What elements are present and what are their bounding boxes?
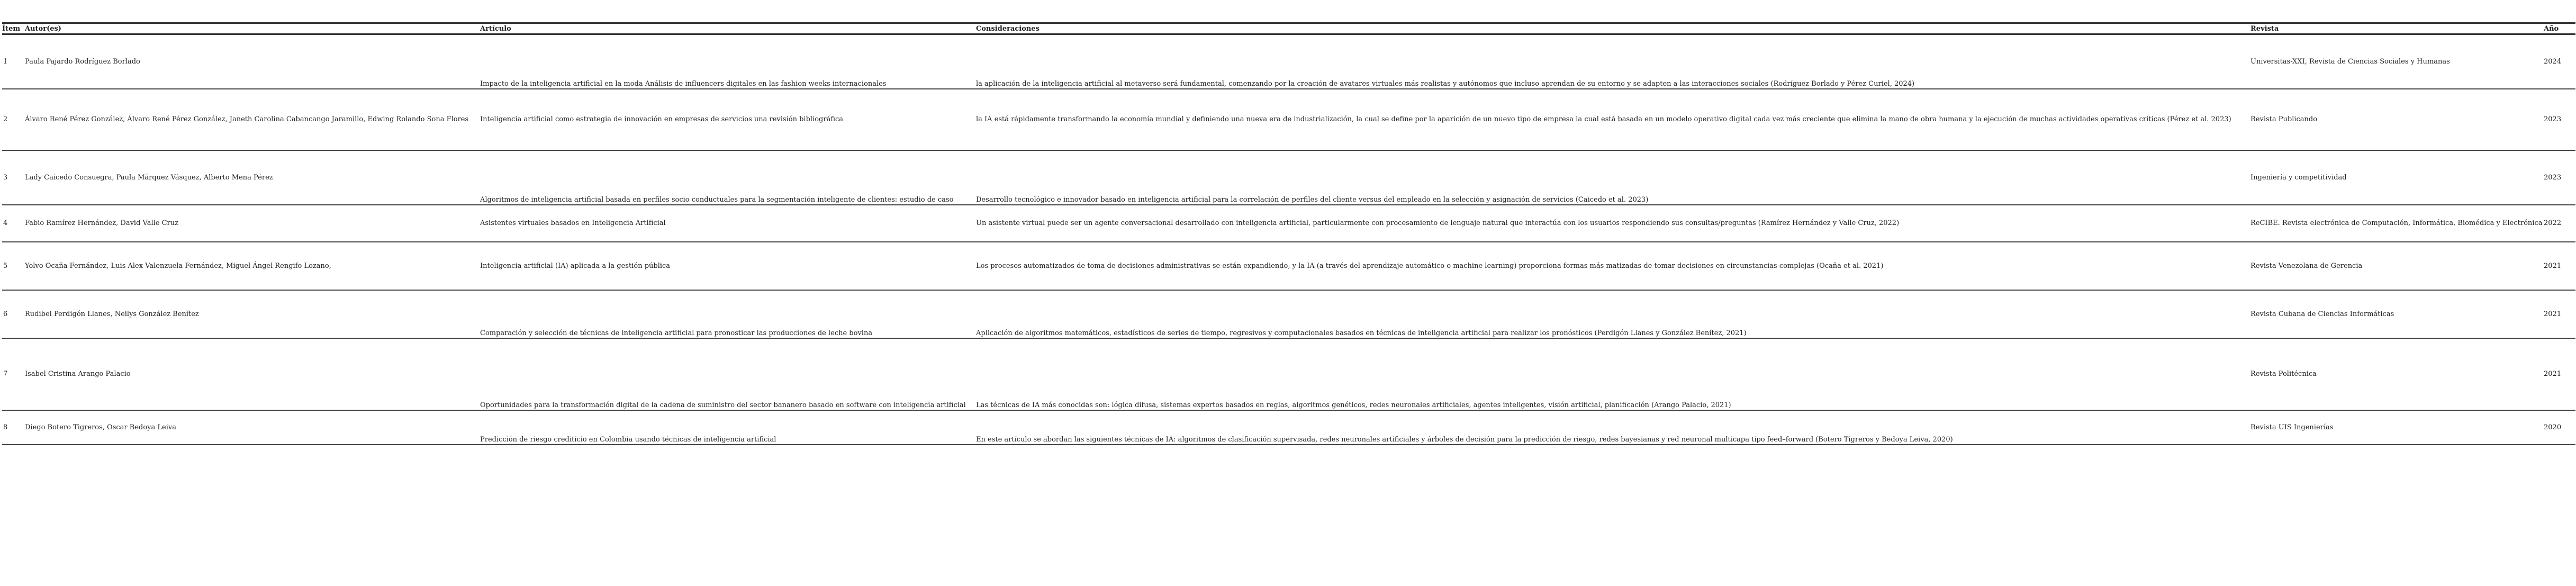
table-row (2, 205, 2575, 242)
header-authors: Autor(es) (25, 25, 61, 33)
cell-considerations: Los procesos automatizados de toma de decisiones administrativas se están expandiendo, y la IA (a través del aprendizaje automático o machine learning) proporciona formas más matizadas de tomar decisiones en circunstancias complejas (Ocaña et al. 2021) (976, 262, 1884, 270)
cell-considerations: Desarrollo tecnológico e innovador basado en inteligencia artificial para la correlación de perfiles del cliente versus del empleado en la selección y asignación de servicios (Caicedo et al. 2023) (976, 196, 1649, 204)
cell-authors: Álvaro René Pérez González, Álvaro René Pérez González, Janeth Carolina Cabancango Jaramillo, Edwing Rolando Sona Flores (25, 115, 469, 123)
cell-authors: Diego Botero Tigreros, Oscar Bedoya Leiva (25, 423, 176, 431)
cell-item: 5 (3, 262, 8, 270)
cell-journal: ReCIBE. Revista electrónica de Computación, Informática, Biomédica y Electrónica (2250, 219, 2543, 227)
table-row (2, 339, 2575, 411)
cell-journal: Universitas-XXI, Revista de Ciencias Sociales y Humanas (2250, 57, 2450, 66)
cell-authors: Rudibel Perdigón Llanes, Neilys González Benítez (25, 310, 199, 318)
cell-journal: Revista UIS Ingenierías (2250, 423, 2334, 431)
table-header-row (2, 24, 2575, 35)
cell-authors: Lady Caicedo Consuegra, Paula Márquez Vásquez, Alberto Mena Pérez (25, 173, 273, 182)
cell-considerations: Las técnicas de IA más conocidas son: lógica difusa, sistemas expertos basados en reglas, algoritmos genéticos, redes neuronales artificiales, agentes inteligentes, visión artificial, planificación (Arango Palacio, 2021) (976, 401, 1731, 409)
cell-year: 2020 (2544, 423, 2562, 431)
cell-considerations: la IA está rápidamente transformando la economía mundial y definiendo una nueva era de industrialización, la cual se define por la aparición de un nuevo tipo de empresa la cual está basada en un modelo operativo digital cada vez más creciente que elimina la mano de obra humana y la ejecución de muchas actividades operativas críticas (Pérez et al. 2023) (976, 115, 2231, 123)
cell-considerations: Un asistente virtual puede ser un agente conversacional desarrollado con inteligencia artificial, particularmente con procesamiento de lenguaje natural que interactúa con los usuarios respondiendo sus consultas/preguntas (Ramírez Hernández y Valle Cruz, 2022) (976, 219, 1900, 227)
cell-authors: Yolvo Ocaña Fernández, Luis Alex Valenzuela Fernández, Miguel Ángel Rengifo Lozano, (25, 262, 331, 270)
cell-year: 2021 (2544, 310, 2562, 318)
cell-item: 2 (3, 115, 8, 123)
cell-article: Impacto de la inteligencia artificial en la moda Análisis de influencers digitales en las fashion weeks internacionales (480, 80, 887, 88)
cell-article: Asistentes virtuales basados en Inteligencia Artificial (480, 219, 666, 227)
cell-item: 7 (3, 370, 8, 378)
cell-article: Inteligencia artificial como estrategia de innovación en empresas de servicios una revisión bibliográfica (480, 115, 844, 123)
cell-article: Predicción de riesgo crediticio en Colombia usando técnicas de inteligencia artificial (480, 436, 776, 444)
header-item: Ítem (2, 25, 21, 33)
table-row (2, 291, 2575, 339)
table-row (2, 242, 2575, 291)
header-considerations: Consideraciones (976, 25, 1040, 33)
cell-journal: Revista Publicando (2250, 115, 2318, 123)
header-year: Año (2544, 25, 2559, 33)
cell-considerations: Aplicación de algoritmos matemáticos, estadísticos de series de tiempo, regresivos y computacionales basados en técnicas de inteligencia artificial para realizar los pronósticos (Perdigón Llanes y González Benítez, 2021) (976, 329, 1747, 337)
cell-authors: Fabio Ramírez Hernández, David Valle Cruz (25, 219, 179, 227)
cell-item: 3 (3, 173, 8, 182)
cell-considerations: la aplicación de la inteligencia artificial al metaverso será fundamental, comenzando por la creación de avatares virtuales más realistas y autónomos que incluso aprendan de su entorno y se adapten a las interacciones sociales (Rodríguez Borlado y Pérez Curiel, 2024) (976, 80, 1915, 88)
cell-journal: Revista Politécnica (2250, 370, 2317, 378)
cell-year: 2022 (2544, 219, 2562, 227)
cell-year: 2023 (2544, 115, 2562, 123)
cell-journal: Revista Venezolana de Gerencia (2250, 262, 2363, 270)
header-article: Artículo (480, 25, 511, 33)
cell-journal: Ingeniería y competitividad (2250, 173, 2347, 182)
cell-article: Oportunidades para la transformación digital de la cadena de suministro del sector bananero basado en software con inteligencia artificial (480, 401, 966, 409)
cell-year: 2021 (2544, 262, 2562, 270)
table-row (2, 35, 2575, 89)
cell-article: Comparación y selección de técnicas de inteligencia artificial para pronosticar las producciones de leche bovina (480, 329, 873, 337)
cell-article: Algoritmos de inteligencia artificial basada en perfiles socio conductuales para la segmentación inteligente de clientes: estudio de caso (480, 196, 954, 204)
cell-authors: Paula Pajardo Rodríguez Borlado (25, 57, 140, 66)
cell-year: 2024 (2544, 57, 2562, 66)
header-journal: Revista (2250, 25, 2279, 33)
cell-authors: Isabel Cristina Arango Palacio (25, 370, 131, 378)
cell-considerations: En este artículo se abordan las siguientes técnicas de IA: algoritmos de clasificación supervisada, redes neuronales artificiales y árboles de decisión para la predicción de riesgo, redes bayesianas y red neuronal multicapa tipo feed–forward (Botero Tigreros y Bedoya Leiva, 2020) (976, 436, 1953, 444)
literature-table (2, 22, 2575, 445)
cell-article: Inteligencia artificial (IA) aplicada a la gestión pública (480, 262, 671, 270)
cell-item: 1 (3, 57, 8, 66)
cell-item: 8 (3, 423, 8, 431)
cell-year: 2021 (2544, 370, 2562, 378)
table-row (2, 151, 2575, 205)
cell-year: 2023 (2544, 173, 2562, 182)
cell-item: 6 (3, 310, 8, 318)
table-row (2, 89, 2575, 151)
cell-item: 4 (3, 219, 8, 227)
cell-journal: Revista Cubana de Ciencias Informáticas (2250, 310, 2394, 318)
table-row (2, 411, 2575, 445)
